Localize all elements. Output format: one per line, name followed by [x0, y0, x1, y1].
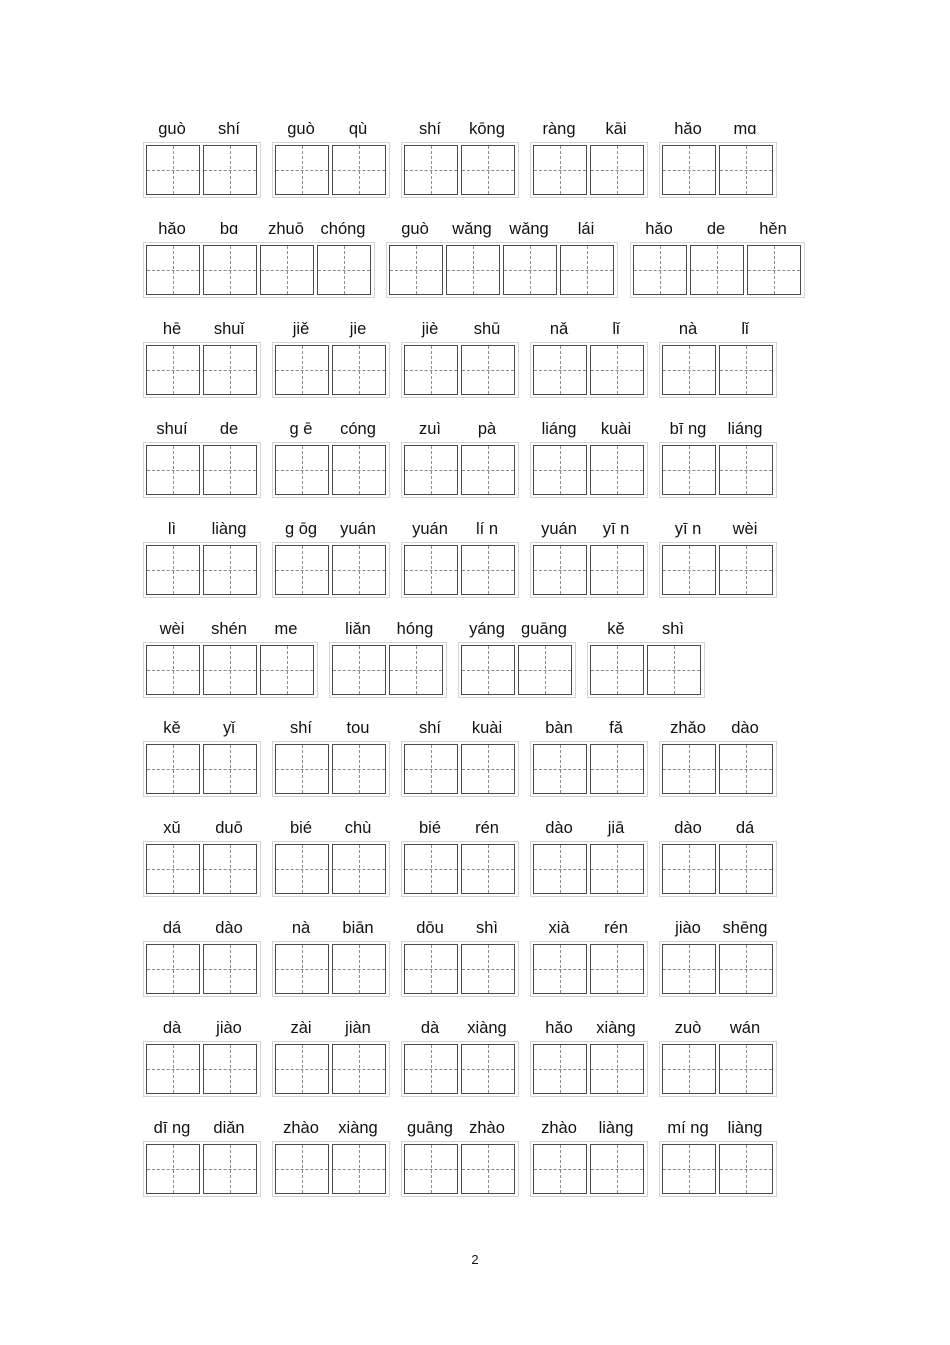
pinyin-label: zhuō [268, 220, 304, 238]
pinyin-label: yáng [469, 620, 505, 638]
tianzige-writing-cell[interactable] [633, 245, 687, 295]
tianzige-writing-cell[interactable] [662, 1044, 716, 1094]
pinyin-label: kuài [600, 420, 632, 438]
tianzige-writing-cell[interactable] [518, 645, 572, 695]
pinyin-label: yī n [602, 520, 630, 538]
pinyin-label: dá [162, 919, 182, 937]
tianzige-writing-cell[interactable] [590, 1044, 644, 1094]
pinyin-label: de [219, 420, 239, 438]
tianzige-writing-cell[interactable] [404, 1144, 458, 1194]
pinyin-label: zhào [469, 1119, 505, 1137]
word-box-group [143, 442, 261, 498]
tianzige-writing-cell[interactable] [590, 744, 644, 794]
word-box-group [272, 142, 390, 198]
pinyin-label: shén [211, 620, 247, 638]
pinyin-label: shuí [156, 420, 188, 438]
word-box-group [659, 142, 777, 198]
word-box-group [530, 542, 648, 598]
pinyin-label: guò [287, 120, 315, 138]
tianzige-writing-cell[interactable] [203, 744, 257, 794]
tianzige-writing-cell[interactable] [275, 345, 329, 395]
pinyin-label: dà [420, 1019, 440, 1037]
pinyin-label: hǎo [674, 120, 702, 138]
tianzige-writing-cell[interactable] [461, 145, 515, 195]
vocab-row [0, 718, 950, 798]
pinyin-label: liàng [727, 1119, 763, 1137]
word-box-group [272, 1141, 390, 1197]
pinyin-label: zuò [674, 1019, 702, 1037]
pinyin-label: lǐ [741, 320, 749, 338]
tianzige-writing-cell[interactable] [203, 145, 257, 195]
word-box-group [530, 941, 648, 997]
pinyin-label: bié [418, 819, 442, 837]
pinyin-label: lái [577, 220, 595, 238]
pinyin-label: xiàng [338, 1119, 378, 1137]
tianzige-writing-cell[interactable] [719, 445, 773, 495]
tianzige-writing-cell[interactable] [533, 1044, 587, 1094]
pinyin-label: shí [418, 120, 442, 138]
pinyin-label: hóng [396, 620, 434, 638]
pinyin-label: rén [604, 919, 628, 937]
word-box-group [143, 941, 261, 997]
tianzige-writing-cell[interactable] [503, 245, 557, 295]
pinyin-label: zuì [418, 420, 442, 438]
pinyin-label: zhǎo [670, 719, 706, 737]
tianzige-writing-cell[interactable] [389, 245, 443, 295]
tianzige-writing-cell[interactable] [203, 1144, 257, 1194]
pinyin-label: dōu [416, 919, 444, 937]
vocab-row [0, 419, 950, 499]
word-box-group [401, 442, 519, 498]
tianzige-writing-cell[interactable] [404, 1044, 458, 1094]
tianzige-writing-cell[interactable] [590, 445, 644, 495]
pinyin-label: me [274, 620, 298, 638]
tianzige-writing-cell[interactable] [662, 1144, 716, 1194]
tianzige-writing-cell[interactable] [719, 345, 773, 395]
pinyin-label: guò [158, 120, 186, 138]
pinyin-label: liáng [727, 420, 763, 438]
pinyin-label: kuài [471, 719, 503, 737]
tianzige-writing-cell[interactable] [332, 545, 386, 595]
pinyin-label: liǎn [345, 620, 371, 638]
tianzige-writing-cell[interactable] [203, 445, 257, 495]
tianzige-writing-cell[interactable] [332, 844, 386, 894]
tianzige-writing-cell[interactable] [461, 345, 515, 395]
pinyin-label: shì [661, 620, 685, 638]
word-box-group [530, 142, 648, 198]
tianzige-writing-cell[interactable] [275, 445, 329, 495]
word-box-group [272, 542, 390, 598]
pinyin-label: bī ng [669, 420, 707, 438]
word-box-group [587, 642, 705, 698]
word-box-group [401, 1141, 519, 1197]
word-box-group [401, 142, 519, 198]
tianzige-writing-cell[interactable] [690, 245, 744, 295]
tianzige-writing-cell[interactable] [332, 645, 386, 695]
tianzige-writing-cell[interactable] [146, 1144, 200, 1194]
tianzige-writing-cell[interactable] [260, 245, 314, 295]
tianzige-writing-cell[interactable] [332, 944, 386, 994]
tianzige-writing-cell[interactable] [404, 844, 458, 894]
tianzige-writing-cell[interactable] [719, 545, 773, 595]
tianzige-writing-cell[interactable] [203, 645, 257, 695]
word-box-group [530, 442, 648, 498]
pinyin-label: qù [348, 120, 368, 138]
pinyin-label: xiàng [467, 1019, 507, 1037]
pinyin-label: liàng [211, 520, 247, 538]
pinyin-label: hǎo [545, 1019, 573, 1037]
tianzige-writing-cell[interactable] [719, 944, 773, 994]
pinyin-label: pà [477, 420, 497, 438]
pinyin-label: biān [342, 919, 374, 937]
pinyin-label: zhào [541, 1119, 577, 1137]
pinyin-label: mɑ [733, 120, 757, 138]
pinyin-label: duō [215, 819, 243, 837]
tianzige-writing-cell[interactable] [461, 1044, 515, 1094]
tianzige-writing-cell[interactable] [203, 345, 257, 395]
tianzige-writing-cell[interactable] [662, 944, 716, 994]
tianzige-writing-cell[interactable] [533, 1144, 587, 1194]
pinyin-label: yǐ [223, 719, 235, 737]
tianzige-writing-cell[interactable] [533, 345, 587, 395]
vocab-row [0, 1018, 950, 1098]
tianzige-writing-cell[interactable] [404, 345, 458, 395]
tianzige-writing-cell[interactable] [590, 944, 644, 994]
tianzige-writing-cell[interactable] [719, 1044, 773, 1094]
tianzige-writing-cell[interactable] [332, 145, 386, 195]
pinyin-label: jiàn [345, 1019, 371, 1037]
pinyin-label: jiào [675, 919, 701, 937]
word-box-group [272, 342, 390, 398]
tianzige-writing-cell[interactable] [662, 545, 716, 595]
word-box-group [143, 642, 318, 698]
word-box-group [272, 841, 390, 897]
pinyin-label: shí [289, 719, 313, 737]
pinyin-label: nà [291, 919, 311, 937]
pinyin-label: yī n [674, 520, 702, 538]
word-box-group [659, 342, 777, 398]
pinyin-label: kě [163, 719, 181, 737]
tianzige-writing-cell[interactable] [332, 1144, 386, 1194]
pinyin-label: g ē [289, 420, 313, 438]
word-box-group [272, 1041, 390, 1097]
tianzige-writing-cell[interactable] [203, 245, 257, 295]
word-box-group [659, 841, 777, 897]
tianzige-writing-cell[interactable] [533, 145, 587, 195]
tianzige-writing-cell[interactable] [662, 345, 716, 395]
word-box-group [143, 841, 261, 897]
tianzige-writing-cell[interactable] [146, 844, 200, 894]
tianzige-writing-cell[interactable] [647, 645, 701, 695]
word-box-group [530, 741, 648, 797]
vocab-row [0, 619, 950, 699]
pinyin-label: nà [678, 320, 698, 338]
word-box-group [401, 1041, 519, 1097]
word-box-group [659, 442, 777, 498]
word-box-group [401, 342, 519, 398]
pinyin-label: wǎng [452, 220, 492, 238]
tianzige-writing-cell[interactable] [146, 645, 200, 695]
pinyin-label: jie [349, 320, 367, 338]
tianzige-writing-cell[interactable] [146, 944, 200, 994]
tianzige-writing-cell[interactable] [404, 944, 458, 994]
tianzige-writing-cell[interactable] [404, 445, 458, 495]
tianzige-writing-cell[interactable] [146, 145, 200, 195]
pinyin-label: xǔ [163, 819, 181, 837]
pinyin-label: lì [167, 520, 177, 538]
pinyin-label: kě [607, 620, 625, 638]
pinyin-label: g ōg [284, 520, 318, 538]
word-box-group [659, 741, 777, 797]
tianzige-writing-cell[interactable] [146, 545, 200, 595]
tianzige-writing-cell[interactable] [719, 744, 773, 794]
tianzige-writing-cell[interactable] [332, 345, 386, 395]
tianzige-writing-cell[interactable] [404, 545, 458, 595]
pinyin-label: jiào [216, 1019, 242, 1037]
pinyin-label: liàng [598, 1119, 634, 1137]
tianzige-writing-cell[interactable] [446, 245, 500, 295]
tianzige-writing-cell[interactable] [560, 245, 614, 295]
tianzige-writing-cell[interactable] [275, 1144, 329, 1194]
word-box-group [401, 841, 519, 897]
vocab-row [0, 219, 950, 299]
pinyin-label: kāi [605, 120, 627, 138]
pinyin-label: fǎ [609, 719, 623, 737]
word-box-group [401, 542, 519, 598]
tianzige-writing-cell[interactable] [389, 645, 443, 695]
tianzige-writing-cell[interactable] [146, 1044, 200, 1094]
tianzige-writing-cell[interactable] [533, 445, 587, 495]
pinyin-label: wèi [159, 620, 185, 638]
word-box-group [143, 142, 261, 198]
word-box-group [329, 642, 447, 698]
pinyin-label: jiā [607, 819, 625, 837]
pinyin-label: yuán [412, 520, 448, 538]
pinyin-label: shì [475, 919, 499, 937]
tianzige-writing-cell[interactable] [719, 1144, 773, 1194]
tianzige-writing-cell[interactable] [203, 1044, 257, 1094]
page-number: 2 [471, 1252, 479, 1267]
tianzige-writing-cell[interactable] [275, 944, 329, 994]
tianzige-writing-cell[interactable] [590, 645, 644, 695]
word-box-group [272, 941, 390, 997]
tianzige-writing-cell[interactable] [662, 744, 716, 794]
tianzige-writing-cell[interactable] [404, 145, 458, 195]
pinyin-label: yuán [340, 520, 376, 538]
word-box-group [630, 242, 805, 298]
pinyin-label: liáng [541, 420, 577, 438]
pinyin-label: hǎo [645, 220, 673, 238]
pinyin-label: guò [401, 220, 429, 238]
tianzige-writing-cell[interactable] [332, 744, 386, 794]
tianzige-writing-cell[interactable] [719, 844, 773, 894]
word-box-group [659, 1141, 777, 1197]
word-box-group [401, 741, 519, 797]
pinyin-label: bié [289, 819, 313, 837]
pinyin-label: dī ng [153, 1119, 191, 1137]
word-box-group [143, 542, 261, 598]
tianzige-writing-cell[interactable] [590, 345, 644, 395]
tianzige-writing-cell[interactable] [332, 445, 386, 495]
pinyin-label: wán [729, 1019, 761, 1037]
tianzige-writing-cell[interactable] [317, 245, 371, 295]
pinyin-label: hǎo [158, 220, 186, 238]
vocab-row [0, 519, 950, 599]
tianzige-writing-cell[interactable] [275, 1044, 329, 1094]
word-box-group [659, 542, 777, 598]
word-box-group [143, 1141, 261, 1197]
tianzige-writing-cell[interactable] [260, 645, 314, 695]
word-box-group [530, 841, 648, 897]
tianzige-writing-cell[interactable] [590, 145, 644, 195]
pinyin-label: guāng [521, 620, 567, 638]
word-box-group [401, 941, 519, 997]
tianzige-writing-cell[interactable] [662, 445, 716, 495]
pinyin-label: hē [162, 320, 182, 338]
tianzige-writing-cell[interactable] [461, 744, 515, 794]
tianzige-writing-cell[interactable] [461, 645, 515, 695]
pinyin-label: xià [548, 919, 570, 937]
word-box-group [272, 442, 390, 498]
tianzige-writing-cell[interactable] [404, 744, 458, 794]
tianzige-writing-cell[interactable] [662, 844, 716, 894]
pinyin-label: diǎn [213, 1119, 245, 1137]
pinyin-label: bàn [545, 719, 573, 737]
tianzige-writing-cell[interactable] [275, 844, 329, 894]
pinyin-label: xiàng [596, 1019, 636, 1037]
word-box-group [143, 1041, 261, 1097]
vocab-row [0, 319, 950, 399]
word-box-group [143, 741, 261, 797]
tianzige-writing-cell[interactable] [203, 545, 257, 595]
tianzige-writing-cell[interactable] [533, 545, 587, 595]
pinyin-label: jiè [421, 320, 439, 338]
pinyin-label: lí n [475, 520, 499, 538]
word-box-group [143, 342, 261, 398]
pinyin-label: kōng [469, 120, 505, 138]
word-box-group [659, 1041, 777, 1097]
tianzige-writing-cell[interactable] [590, 1144, 644, 1194]
tianzige-writing-cell[interactable] [203, 944, 257, 994]
pinyin-label: chù [344, 819, 372, 837]
pinyin-label: shū [473, 320, 501, 338]
tianzige-writing-cell[interactable] [146, 744, 200, 794]
tianzige-writing-cell[interactable] [275, 744, 329, 794]
pinyin-label: bɑ [219, 220, 239, 238]
pinyin-label: chóng [320, 220, 366, 238]
vocab-row [0, 918, 950, 998]
pinyin-label: jiě [292, 320, 310, 338]
word-box-group [458, 642, 576, 698]
vocab-row [0, 1118, 950, 1198]
tianzige-writing-cell[interactable] [461, 1144, 515, 1194]
pinyin-label: shēng [722, 919, 768, 937]
tianzige-writing-cell[interactable] [146, 445, 200, 495]
pinyin-label: lǐ [612, 320, 620, 338]
pinyin-label: de [706, 220, 726, 238]
pinyin-label: hěn [759, 220, 787, 238]
pinyin-label: dá [735, 819, 755, 837]
word-box-group [530, 342, 648, 398]
pinyin-label: guāng [407, 1119, 453, 1137]
tianzige-writing-cell[interactable] [146, 345, 200, 395]
tianzige-writing-cell[interactable] [146, 245, 200, 295]
vocab-row [0, 818, 950, 898]
word-box-group [272, 741, 390, 797]
pinyin-label: cóng [340, 420, 376, 438]
tianzige-writing-cell[interactable] [747, 245, 801, 295]
tianzige-writing-cell[interactable] [461, 445, 515, 495]
tianzige-writing-cell[interactable] [461, 545, 515, 595]
vocab-row [0, 119, 950, 199]
tianzige-writing-cell[interactable] [203, 844, 257, 894]
pinyin-label: ràng [542, 120, 576, 138]
pinyin-label: rén [475, 819, 499, 837]
pinyin-label: shí [217, 120, 241, 138]
pinyin-label: yuán [541, 520, 577, 538]
pinyin-label: dào [545, 819, 573, 837]
pinyin-label: tou [346, 719, 370, 737]
pinyin-label: shí [418, 719, 442, 737]
tianzige-writing-cell[interactable] [275, 145, 329, 195]
word-box-group [386, 242, 618, 298]
tianzige-writing-cell[interactable] [461, 844, 515, 894]
pinyin-label: wǎng [509, 220, 549, 238]
pinyin-label: mí ng [667, 1119, 709, 1137]
pinyin-label: wèi [732, 520, 758, 538]
pinyin-label: shuǐ [213, 320, 245, 338]
tianzige-writing-cell[interactable] [332, 1044, 386, 1094]
word-box-group [143, 242, 375, 298]
tianzige-writing-cell[interactable] [533, 944, 587, 994]
tianzige-writing-cell[interactable] [719, 145, 773, 195]
tianzige-writing-cell[interactable] [533, 744, 587, 794]
pinyin-label: dà [162, 1019, 182, 1037]
word-box-group [530, 1041, 648, 1097]
pinyin-label: dào [731, 719, 759, 737]
pinyin-label: zhào [283, 1119, 319, 1137]
word-box-group [659, 941, 777, 997]
tianzige-writing-cell[interactable] [590, 545, 644, 595]
pinyin-label: dào [674, 819, 702, 837]
tianzige-writing-cell[interactable] [662, 145, 716, 195]
pinyin-label: zài [290, 1019, 312, 1037]
tianzige-writing-cell[interactable] [275, 545, 329, 595]
word-box-group [530, 1141, 648, 1197]
tianzige-writing-cell[interactable] [461, 944, 515, 994]
pinyin-label: dào [215, 919, 243, 937]
tianzige-writing-cell[interactable] [590, 844, 644, 894]
pinyin-label: nǎ [549, 320, 569, 338]
tianzige-writing-cell[interactable] [533, 844, 587, 894]
